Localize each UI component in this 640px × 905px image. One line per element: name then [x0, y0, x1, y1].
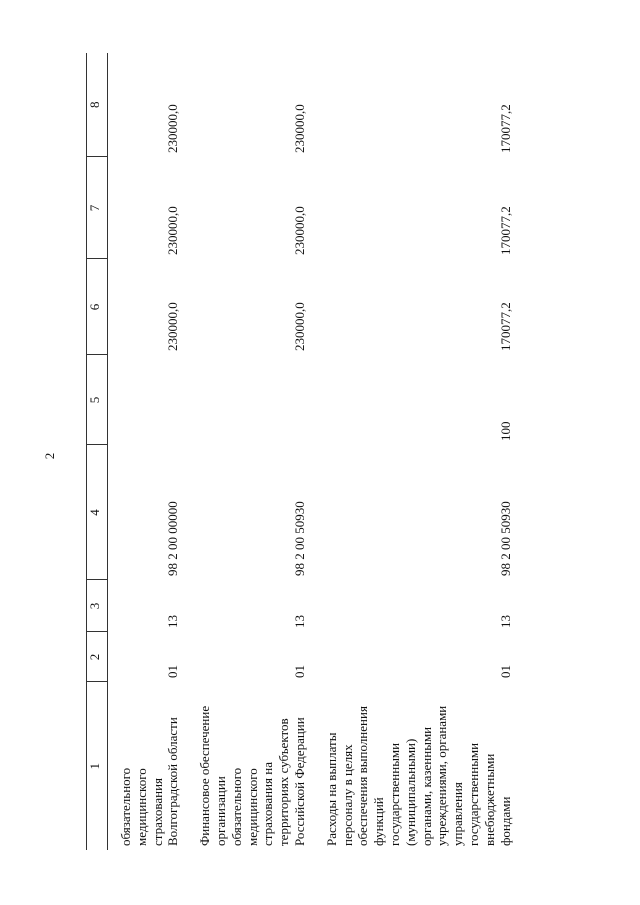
expense-type-code: [197, 355, 308, 445]
amount-col8: 170077,2: [497, 104, 513, 153]
amount-col6: 230000,0: [291, 302, 307, 351]
table-row: [197, 53, 308, 850]
row-description: Расходы на выплаты персоналу в целях обеспечения выполнения функций государственными (муниципальными) органами, казенными учреждениями, органами управления государственными внебюджетными фондами: [323, 705, 513, 846]
subsection-code: 13: [291, 615, 307, 628]
column-header: 8: [87, 53, 108, 157]
column-header: 7: [87, 157, 108, 259]
column-header: 6: [87, 259, 108, 355]
table-header-row: [87, 53, 108, 850]
amount-col7: 230000,0: [165, 206, 181, 255]
amount-col6: 170077,2: [497, 302, 513, 351]
target-article-code: 98 2 00 00000: [165, 501, 181, 576]
section-code: 01: [497, 665, 513, 678]
section-code: 01: [165, 665, 181, 678]
amount-col7: 230000,0: [291, 206, 307, 255]
target-article-code: 98 2 00 50930: [497, 501, 513, 576]
subsection-code: 13: [165, 615, 181, 628]
amount-col6: 230000,0: [165, 302, 181, 351]
expense-type-code: 100: [497, 421, 513, 441]
amount-col8: 230000,0: [165, 104, 181, 153]
column-header: 1: [87, 682, 108, 850]
table-row: [118, 53, 181, 850]
column-header: 2: [87, 632, 108, 682]
target-article-code: 98 2 00 50930: [291, 501, 307, 576]
amount-col8: 230000,0: [291, 104, 307, 153]
column-header: 3: [87, 580, 108, 632]
page-number: 2: [42, 452, 57, 460]
amount-col7: 170077,2: [497, 206, 513, 255]
expense-type-code: [118, 355, 181, 445]
table-row: [324, 53, 514, 850]
section-code: 01: [291, 665, 307, 678]
subsection-code: 13: [497, 615, 513, 628]
column-header: 4: [87, 445, 108, 580]
row-description: Финансовое обеспечение организации обязательного медицинского страхования на территориях субъектов Российской Федерации: [197, 705, 307, 846]
row-description: обязательного медицинского страхования Волгоградской области: [118, 717, 181, 846]
column-header: 5: [87, 355, 108, 445]
budget-table: [86, 53, 513, 850]
